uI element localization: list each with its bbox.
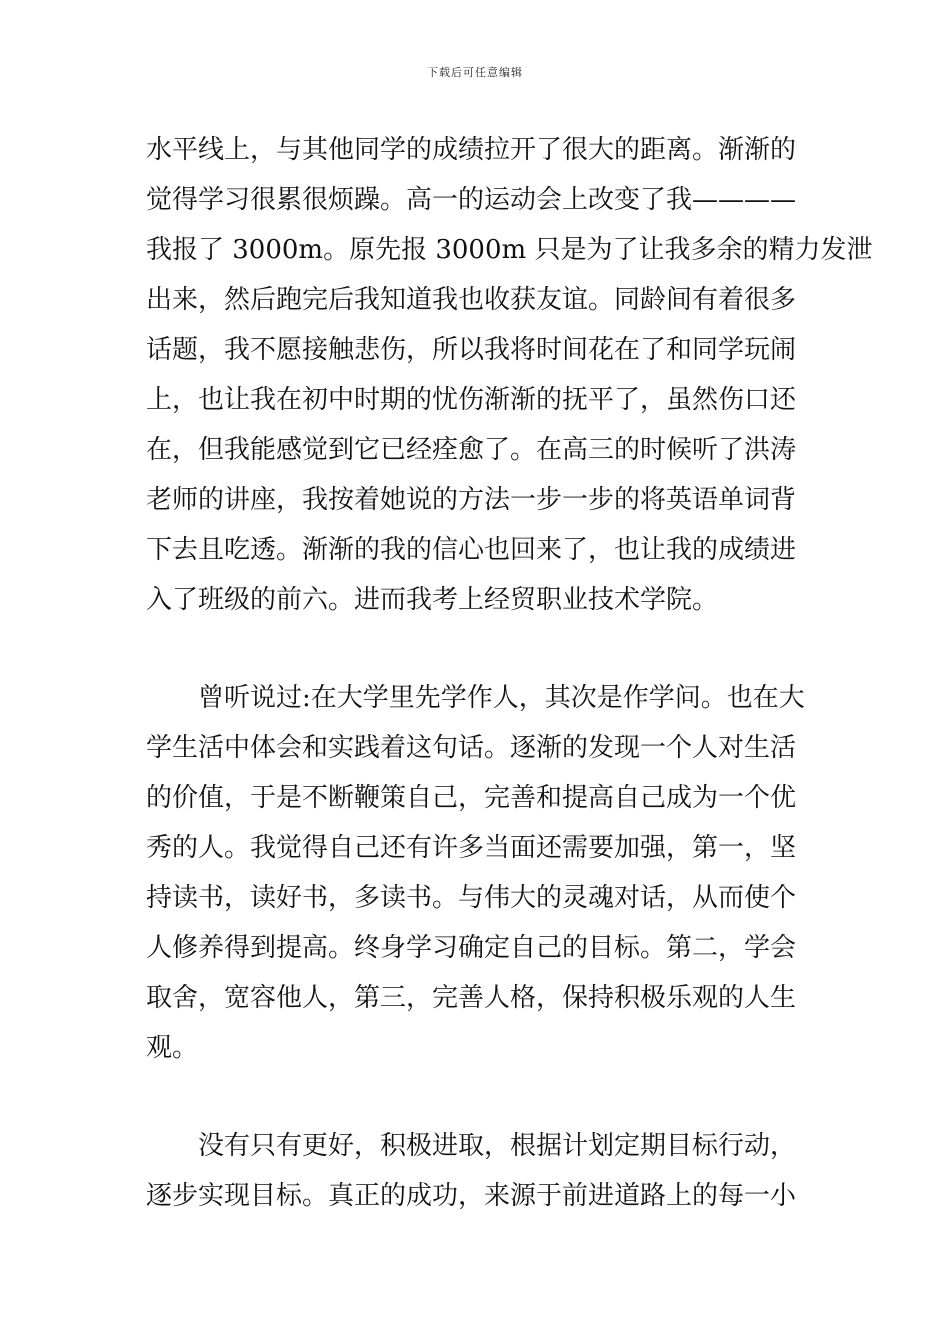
paragraph-1-line-1: 水平线上，与其他同学的成绩拉开了很大的距离。渐渐的	[146, 135, 797, 165]
paragraph-2-line-6: 人修养得到提高。终身学习确定自己的目标。第二，学会	[146, 933, 797, 963]
paragraph-1-line-10: 入了班级的前六。进而我考上经贸职业技术学院。	[146, 585, 719, 615]
paragraph-3-line-1: 没有只有更好，积极进取，根据计划定期目标行动，	[198, 1131, 797, 1161]
page-header: 下载后可任意编辑	[427, 66, 523, 79]
paragraph-2-line-5: 持读书，读好书，多读书。与伟大的灵魂对话，从而使个	[146, 883, 797, 913]
paragraph-3-line-2: 逐步实现目标。真正的成功，来源于前进道路上的每一小	[146, 1181, 797, 1211]
paragraph-1-line-7: 在，但我能感觉到它已经痊愈了。在高三的时候听了洪涛	[146, 435, 797, 465]
paragraph-2-line-3: 的价值，于是不断鞭策自己，完善和提高自己成为一个优	[146, 783, 797, 813]
paragraph-1-line-3: 我报了 3000m。原先报 3000m 只是为了让我多余的精力发泄	[146, 235, 873, 265]
paragraph-1-line-2: 觉得学习很累很烦躁。高一的运动会上改变了我————	[146, 185, 797, 215]
paragraph-2-line-7: 取舍，宽容他人，第三，完善人格，保持积极乐观的人生	[146, 983, 797, 1013]
paragraph-1-line-5: 话题，我不愿接触悲伤，所以我将时间花在了和同学玩闹	[146, 335, 797, 365]
paragraph-2-line-8: 观。	[146, 1033, 199, 1063]
paragraph-1-line-9: 下去且吃透。渐渐的我的信心也回来了，也让我的成绩进	[146, 535, 797, 565]
paragraph-1-line-4: 出来，然后跑完后我知道我也收获友谊。同龄间有着很多	[146, 285, 797, 315]
paragraph-2-line-1: 曾听说过:在大学里先学作人，其次是作学问。也在大	[198, 683, 805, 713]
paragraph-2-line-4: 秀的人。我觉得自己还有许多当面还需要加强，第一，坚	[146, 833, 797, 863]
paragraph-1-line-6: 上，也让我在初中时期的忧伤渐渐的抚平了，虽然伤口还	[146, 385, 797, 415]
paragraph-2-line-2: 学生活中体会和实践着这句话。逐渐的发现一个人对生活	[146, 733, 797, 763]
paragraph-1-line-8: 老师的讲座，我按着她说的方法一步一步的将英语单词背	[146, 485, 797, 515]
